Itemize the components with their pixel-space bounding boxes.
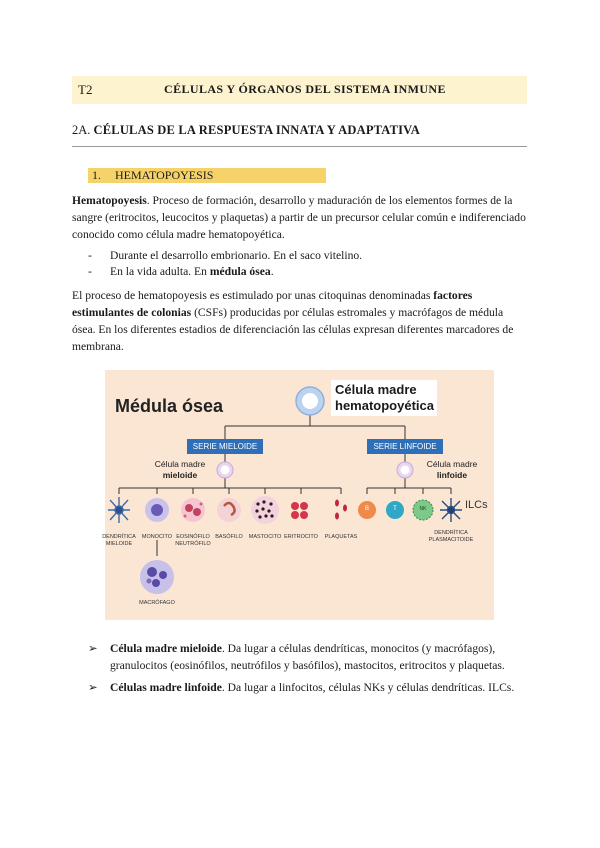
pdc-label-line2: PLASMACITOIDE — [428, 537, 474, 543]
intro-paragraph — [72, 192, 528, 243]
macrophage-icon — [140, 560, 174, 594]
hematopoietic-stem-label: Célula madre hematopoyética — [331, 380, 437, 416]
bullet-strong: Células madre linfoide — [110, 681, 222, 694]
list-item — [88, 263, 274, 280]
csf-paragraph — [72, 287, 528, 355]
platelets-icon — [335, 500, 347, 520]
eosinophil-label-line1: EOSINÓFILO — [176, 534, 210, 540]
list-strong: médula ósea — [209, 265, 271, 278]
list-after: . — [270, 265, 274, 278]
section-prefix: 2A. — [72, 123, 91, 137]
eosinophil-label-line2: NEUTRÓFILO — [175, 541, 211, 547]
plasmacytoid-dendritic-icon — [440, 498, 462, 522]
bullet-body: . Da lugar a células dendríticas, monocitos (y macrófagos), granulocitos (eosinófilos, neutrófilos y basófilos), mastocitos, eritrocitos y plaquetas. — [110, 642, 505, 672]
t-cell-label: T — [393, 506, 397, 512]
p2-before: El proceso de hematopoyesis es estimulado por unas citoquinas denominadas — [72, 289, 434, 302]
section-divider — [72, 146, 527, 147]
mast-cell-label: MASTOCITO — [248, 534, 282, 540]
lymphoid-stem-label-line1: Célula madre — [426, 459, 478, 469]
document-title: CÉLULAS Y ÓRGANOS DEL SISTEMA INMUNE — [164, 82, 446, 96]
basophil-icon — [217, 498, 241, 522]
bullet-strong: Célula madre mieloide — [110, 642, 222, 655]
pdc-label — [423, 530, 479, 544]
list-dash: - — [88, 265, 92, 278]
nk-cell-label: NK — [419, 506, 427, 512]
lymphoid-stem-label-line2: linfoide — [436, 470, 468, 480]
myeloid-stem-cell-icon — [217, 462, 233, 478]
hematopoiesis-figure — [102, 370, 494, 620]
arrow-bullet-icon: ➢ — [88, 642, 98, 655]
section-heading — [72, 123, 420, 138]
eosinophil-icon — [181, 498, 205, 522]
subsection-number: 1. — [92, 168, 101, 182]
b-cell-label: B — [364, 506, 369, 512]
monocyte-icon — [145, 498, 169, 522]
subsection-heading — [88, 168, 326, 183]
bullet-text — [110, 679, 524, 696]
lymphoid-stem-label — [417, 459, 487, 481]
dendritic-label-line1: DENDRÍTICA — [102, 534, 136, 540]
p2-after: (CSFs) producidas por células estromales y macrófagos de médula ósea. En los diferentes estadios de diferenciación las células expresan diferentes marcadores de membrana. — [72, 306, 514, 353]
myeloid-stem-label — [145, 459, 215, 481]
erythrocyte-label: ERITROCITO — [284, 534, 318, 540]
basophil-label: BASÓFILO — [215, 534, 243, 540]
erythrocyte-icon — [291, 502, 308, 519]
document-header — [72, 76, 527, 104]
myeloid-series-label: SERIE MIELOIDE — [187, 439, 263, 454]
ilc-label: ILCs — [465, 499, 488, 511]
lymphoid-stem-cell-icon — [397, 462, 413, 478]
intro-text: . Proceso de formación, desarrollo y maduración de los elementos formes de la sangre (eritrocitos, leucocitos y plaquetas) a partir de un precursor celular común e indiferenciado conocido como célula madre hematopoyética. — [72, 194, 526, 241]
list-text: En la vida adulta. En — [110, 265, 210, 278]
myeloid-stem-label-line1: Célula madre — [154, 459, 206, 469]
bullet-body: . Da lugar a linfocitos, células NKs y células dendríticas. ILCs. — [221, 681, 515, 694]
list-dash: - — [88, 249, 92, 262]
bullet-text — [110, 640, 524, 674]
section-title: CÉLULAS DE LA RESPUESTA INNATA Y ADAPTATIVA — [93, 123, 421, 137]
dendritic-label-line2: MIELOIDE — [105, 541, 133, 547]
arrow-bullet-icon: ➢ — [88, 681, 98, 694]
figure-title: Médula ósea — [115, 396, 224, 416]
dendritic-label — [101, 534, 137, 548]
macrophage-label: MACRÓFAGO — [139, 600, 175, 606]
p2-strong: factores estimulantes de colonias — [72, 289, 473, 319]
mast-cell-icon — [251, 496, 279, 524]
pdc-label-line1: DENDRÍTICA — [434, 530, 468, 536]
platelets-label: PLAQUETAS — [324, 534, 358, 540]
subsection-title: HEMATOPOYESIS — [115, 168, 214, 182]
eosinophil-label — [175, 534, 211, 548]
list-text: Durante el desarrollo embrionario. En el saco vitelino. — [110, 249, 363, 262]
unit-label: T2 — [78, 82, 93, 97]
monocyte-label: MONOCITO — [141, 534, 173, 540]
dendritic-cell-icon — [108, 497, 130, 523]
myeloid-stem-label-line2: mieloide — [162, 470, 198, 480]
lymphoid-series-label: SERIE LINFOIDE — [367, 439, 443, 454]
list-item — [88, 247, 362, 264]
intro-term: Hematopoyesis — [72, 194, 147, 207]
hematopoietic-stem-cell-icon — [296, 387, 324, 415]
